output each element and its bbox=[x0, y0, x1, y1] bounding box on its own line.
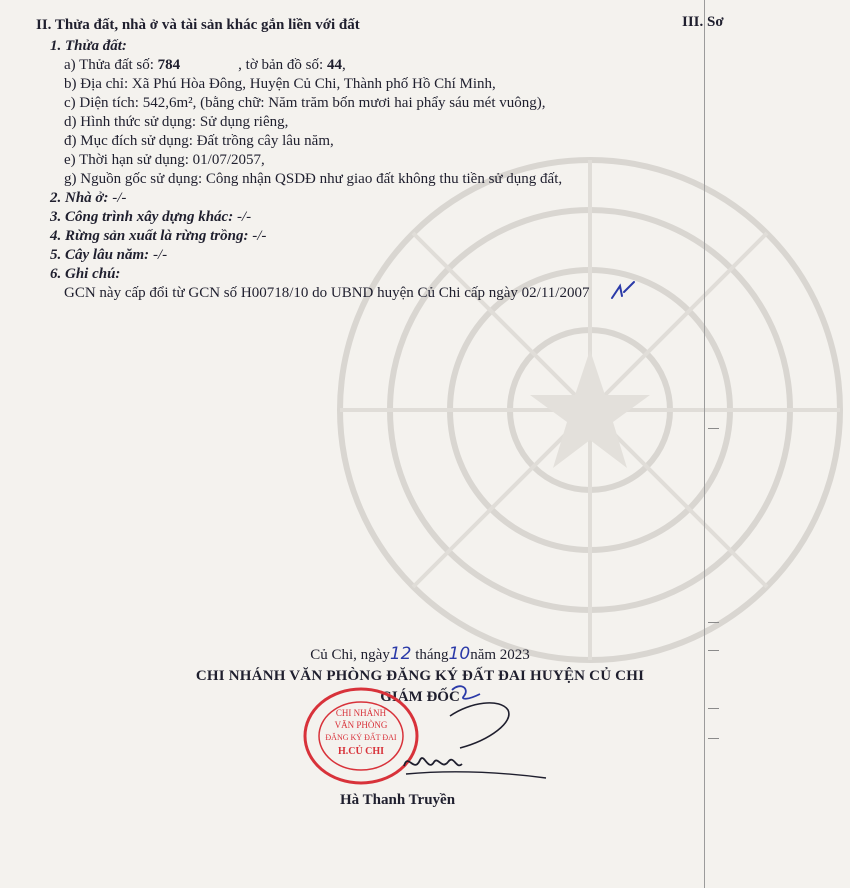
parcel-number: 784 bbox=[157, 57, 181, 73]
construction-line bbox=[36, 208, 676, 227]
construction-label: 3. Công trình xây dựng khác: bbox=[50, 209, 234, 225]
house-value: -/- bbox=[108, 190, 127, 206]
map-sheet-suffix: , bbox=[341, 57, 346, 73]
stamp-line-3: ĐĂNG KÝ ĐẤT ĐAI bbox=[325, 733, 397, 742]
stamp-line-4: H.CỦ CHI bbox=[337, 746, 385, 757]
usage-purpose-line: đ) Mục đích sử dụng: Đất trồng cây lâu năm, bbox=[64, 133, 334, 149]
handwritten-signature bbox=[390, 682, 560, 792]
forest-line bbox=[36, 227, 676, 246]
stamp-line-2: VĂN PHÒNG bbox=[334, 720, 388, 730]
forest-value: -/- bbox=[248, 228, 267, 244]
date-year: năm 2023 bbox=[470, 647, 530, 663]
parcel-number-label: a) Thửa đất số: bbox=[64, 57, 158, 73]
signer-position: GIÁM ĐỐC bbox=[380, 689, 460, 705]
date-day: 12 bbox=[389, 644, 412, 664]
trees-line bbox=[36, 246, 676, 265]
notes-text: GCN này cấp đổi từ GCN số H00718/10 do UBND huyện Củ Chi cấp ngày 02/11/2007 bbox=[64, 285, 590, 301]
edge-line bbox=[708, 708, 719, 709]
map-sheet-label: , tờ bản đồ số: bbox=[238, 57, 327, 73]
address-line: b) Địa chỉ: Xã Phú Hòa Đông, Huyện Củ Chi, Thành phố Hồ Chí Minh, bbox=[64, 76, 496, 92]
stamp-line-1: CHI NHÁNH bbox=[335, 708, 387, 718]
forest-label: 4. Rừng sản xuất là rừng trồng: bbox=[50, 228, 249, 244]
area-line: c) Diện tích: 542,6m², (bằng chữ: Năm trăm bốn mươi hai phẩy sáu mét vuông), bbox=[64, 95, 546, 111]
document-body bbox=[36, 16, 676, 303]
date-month: 10 bbox=[448, 644, 471, 664]
issue-date bbox=[160, 644, 680, 666]
issuing-organization: CHI NHÁNH VĂN PHÒNG ĐĂNG KÝ ĐẤT ĐAI HUYỆN CỦ CHI bbox=[195, 668, 645, 684]
next-page-edge bbox=[704, 0, 719, 888]
date-month-word: tháng bbox=[415, 647, 449, 663]
construction-value: -/- bbox=[233, 209, 252, 225]
parcel-number-line bbox=[36, 56, 676, 75]
edge-line bbox=[708, 738, 719, 739]
usage-form-line: d) Hình thức sử dụng: Sử dụng riêng, bbox=[64, 114, 289, 130]
house-line bbox=[36, 189, 676, 208]
edge-line bbox=[708, 428, 719, 429]
house-label: 2. Nhà ở: bbox=[50, 190, 109, 206]
section-iii-heading: III. Sơ bbox=[682, 14, 724, 30]
usage-origin-line: g) Nguồn gốc sử dụng: Công nhận QSDĐ như giao đất không thu tiền sử dụng đất, bbox=[64, 171, 563, 187]
handwritten-mark-icon bbox=[610, 278, 638, 304]
edge-line bbox=[708, 622, 719, 623]
land-parcel-title: 1. Thửa đất: bbox=[50, 38, 127, 54]
trees-value: -/- bbox=[149, 247, 168, 263]
signer-name: Hà Thanh Truyền bbox=[340, 792, 456, 808]
notes-title: 6. Ghi chú: bbox=[50, 266, 121, 282]
edge-line bbox=[708, 650, 719, 651]
date-place: Củ Chi, ngày bbox=[310, 647, 390, 663]
usage-term-line: e) Thời hạn sử dụng: 01/07/2057, bbox=[64, 152, 265, 168]
trees-label: 5. Cây lâu năm: bbox=[50, 247, 150, 263]
section-ii-heading: II. Thửa đất, nhà ở và tài sản khác gắn liền với đất bbox=[36, 17, 360, 33]
map-sheet-number: 44 bbox=[326, 57, 342, 73]
